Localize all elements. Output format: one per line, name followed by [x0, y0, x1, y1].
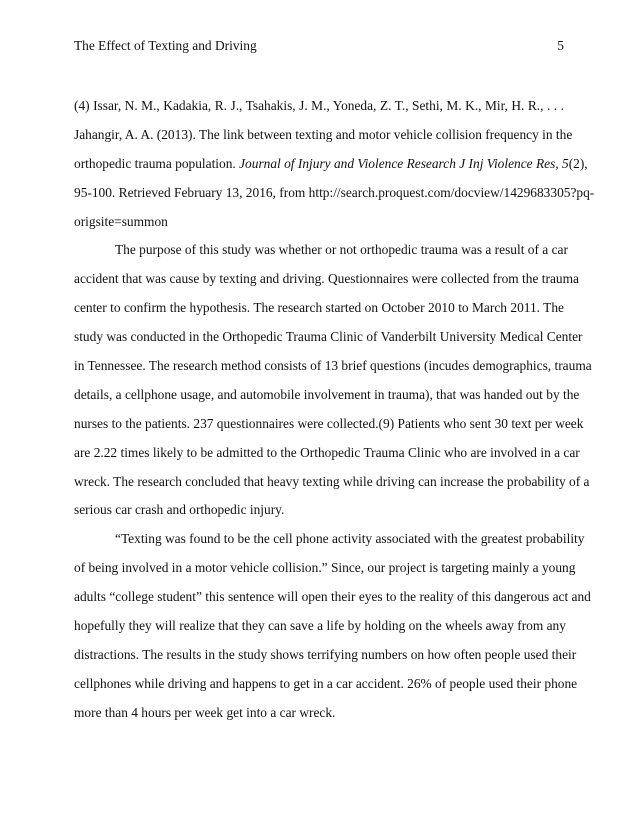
- citation-line: [74, 150, 588, 179]
- paragraph-line: of being involved in a motor vehicle collision.” Since, our project is targeting mainly a young: [74, 560, 576, 576]
- paragraph-line: The purpose of this study was whether or not orthopedic trauma was a result of a car: [115, 242, 568, 258]
- paragraph-line: adults “college student” this sentence will open their eyes to the reality of this dangerous act and: [74, 589, 591, 605]
- citation-text: (2),: [568, 155, 588, 171]
- paragraph-line: hopefully they will realize that they can save a life by holding on the wheels away from any: [74, 618, 566, 634]
- citation-line: 95-100. Retrieved February 13, 2016, from http://search.proquest.com/docview/1429683305?pq-: [74, 184, 595, 200]
- paragraph-line: in Tennessee. The research method consists of 13 brief questions (incudes demographics, trauma: [74, 358, 592, 374]
- paragraph-line: wreck. The research concluded that heavy texting while driving can increase the probability of a: [74, 473, 590, 489]
- running-title: The Effect of Texting and Driving: [74, 38, 257, 53]
- paragraph-line: nurses to the patients. 237 questionnaires were collected.(9) Patients who sent 30 text per week: [74, 415, 584, 431]
- citation-line: Jahangir, A. A. (2013). The link between texting and motor vehicle collision frequency in the: [74, 126, 573, 142]
- paragraph-line: details, a cellphone usage, and automobile involvement in trauma), that was handed out by the: [74, 386, 580, 402]
- paragraph-line: serious car crash and orthopedic injury.: [74, 502, 285, 518]
- citation-text: orthopedic trauma population.: [74, 155, 240, 171]
- paragraph-line: are 2.22 times likely to be admitted to the Orthopedic Trauma Clinic who are involved in a car: [74, 444, 580, 460]
- paragraph-line: center to confirm the hypothesis. The research started on October 2010 to March 2011. The: [74, 300, 564, 316]
- paragraph-line: study was conducted in the Orthopedic Trauma Clinic of Vanderbilt University Medical Center: [74, 329, 583, 345]
- paragraph-line: accident that was cause by texting and driving. Questionnaires were collected from the trauma: [74, 271, 579, 287]
- page-number: 5: [557, 38, 564, 53]
- citation-line: origsite=summon: [74, 213, 168, 229]
- citation-line: (4) Issar, N. M., Kadakia, R. J., Tsahakis, J. M., Yoneda, Z. T., Sethi, M. K., Mir, H. R., . . .: [74, 98, 564, 113]
- paragraph-line: cellphones while driving and happens to get in a car accident. 26% of people used their phone: [74, 675, 578, 691]
- paragraph-line: more than 4 hours per week get into a car wreck.: [74, 704, 336, 720]
- body-text: [74, 92, 595, 728]
- paragraph-line: distractions. The results in the study shows terrifying numbers on how often people used their: [74, 646, 577, 662]
- journal-title: Journal of Injury and Violence Research J Inj Violence Res, 5: [239, 155, 569, 171]
- paragraph-line: “Texting was found to be the cell phone activity associated with the greatest probability: [115, 531, 585, 547]
- running-header: [74, 36, 564, 56]
